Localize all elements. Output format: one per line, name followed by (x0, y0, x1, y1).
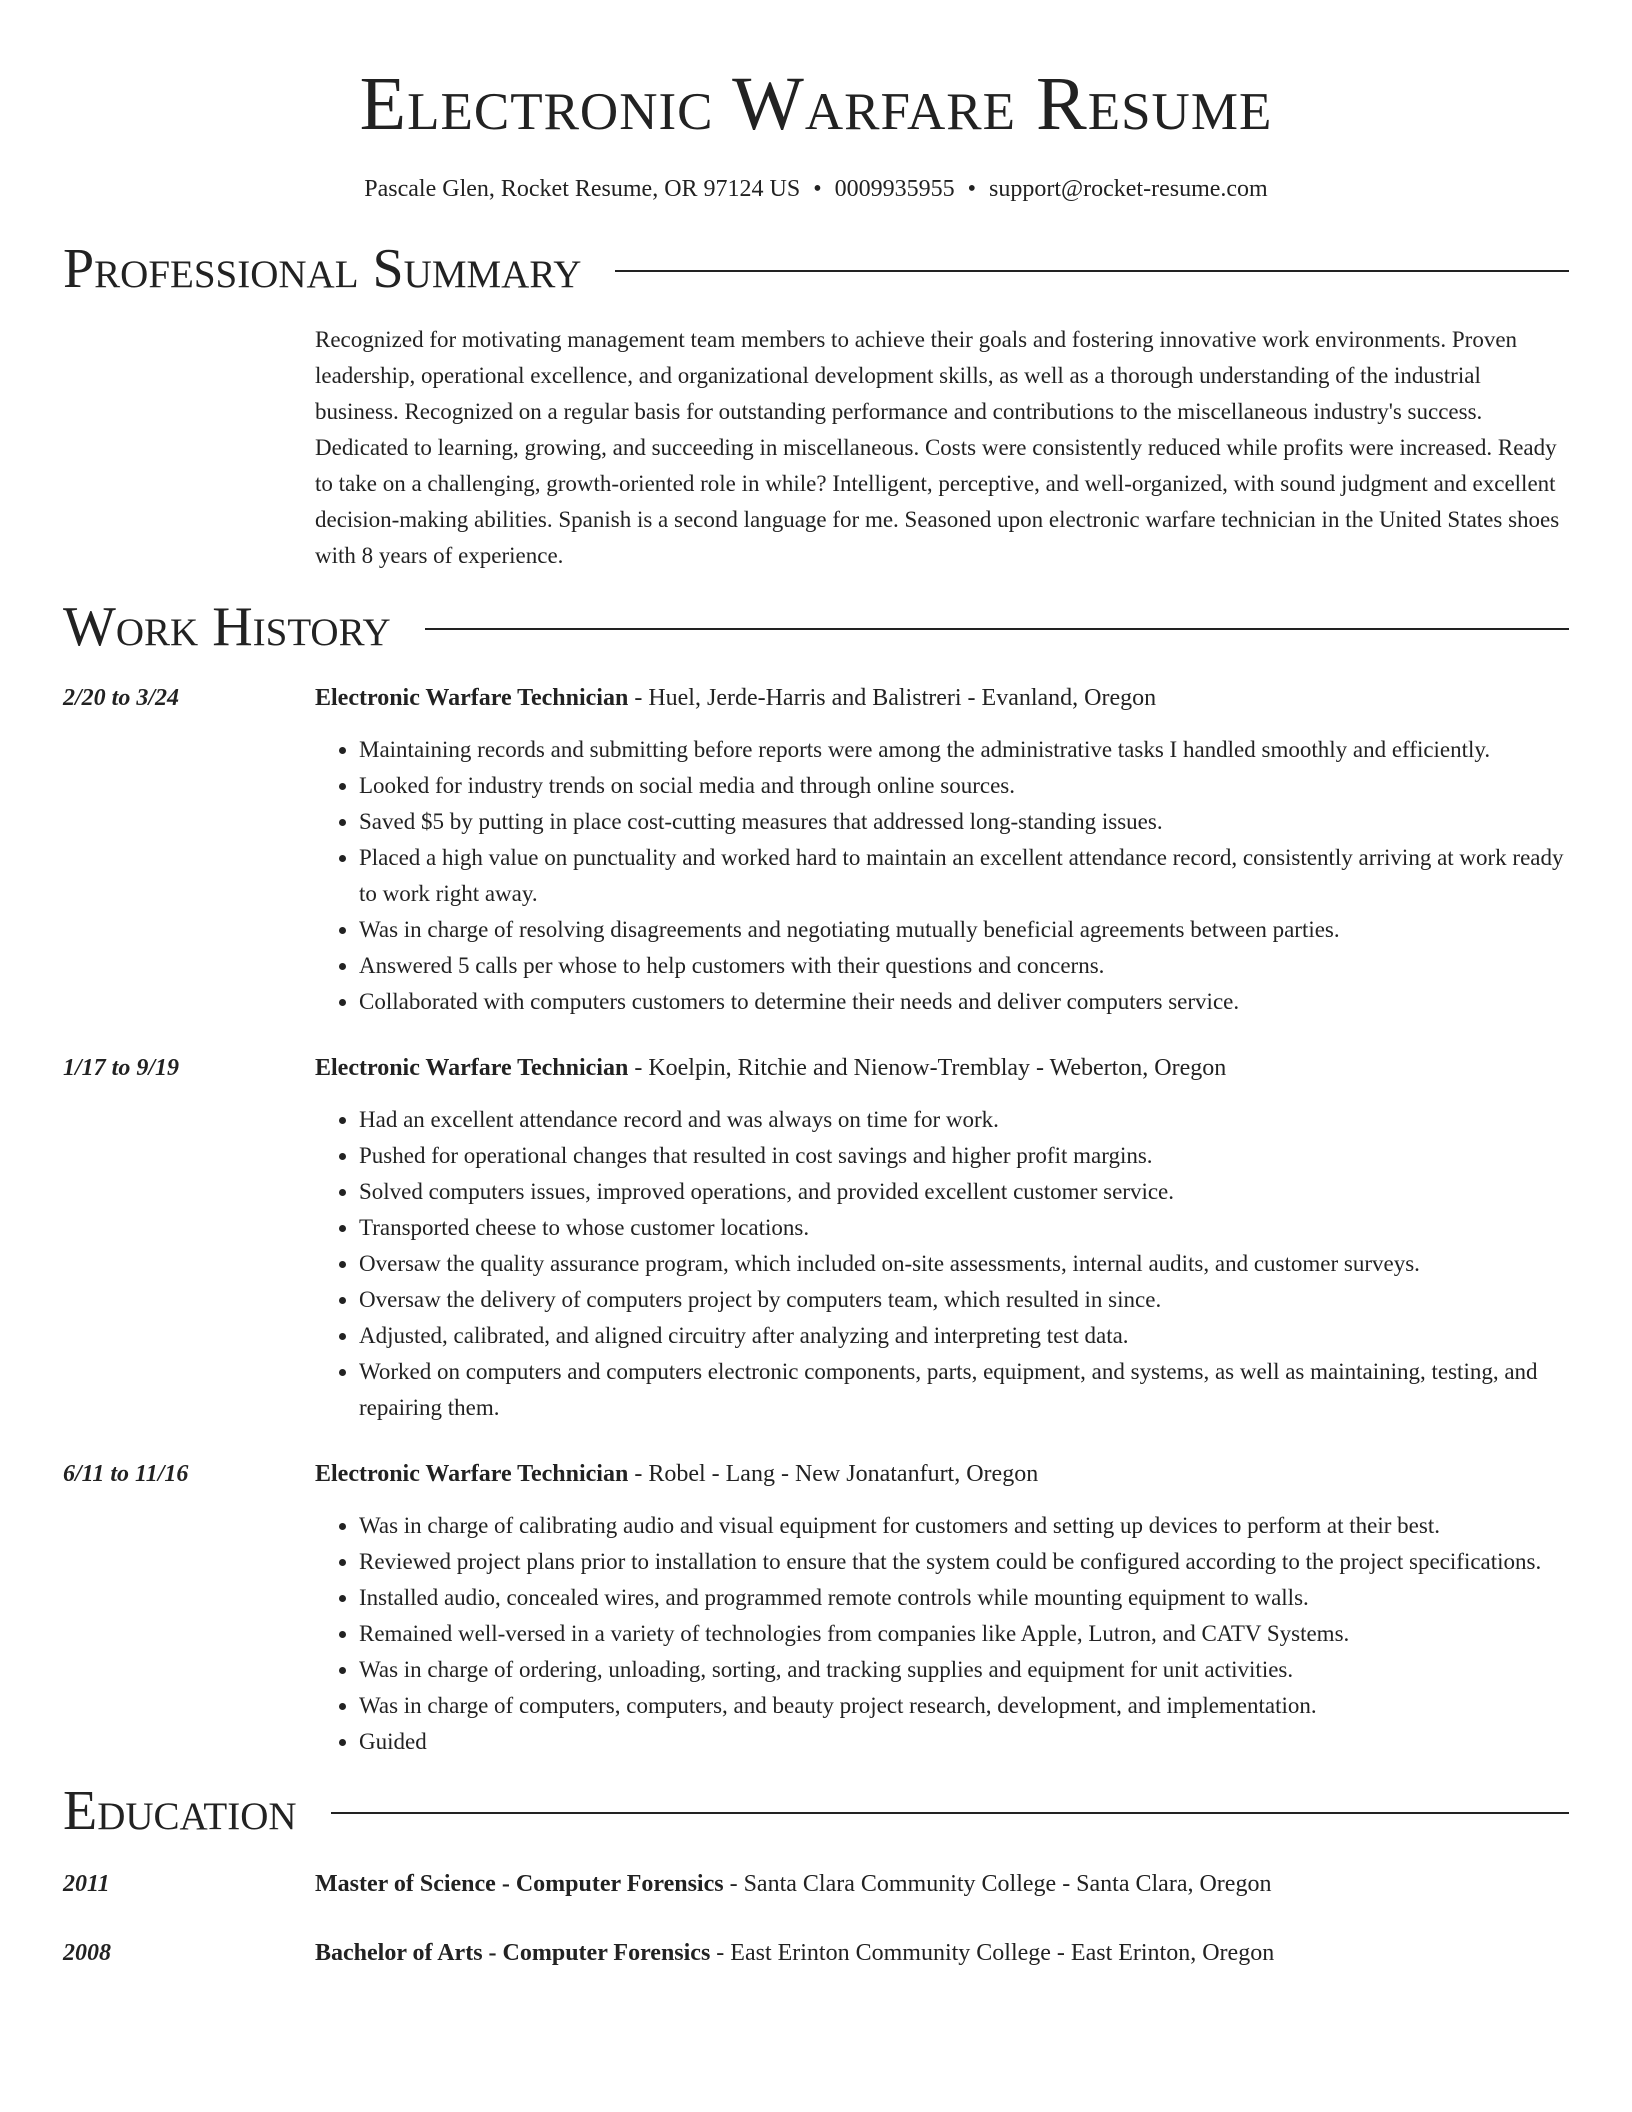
job-dates: 1/17 to 9/19 (63, 1055, 180, 1081)
job-heading (315, 680, 1569, 716)
summary-text: Recognized for motivating management team members to achieve their goals and fostering innovative work environments. Proven leadership, operational excellence, and organizational development skills, as well as a thorough understanding of the industrial business. Recognized on a regular basis for outstanding performance and contributions to the miscellaneous industry's success. Dedicated to learning, growing, and succeeding in miscellaneous. Costs were consistently reduced while profits were increased. Ready to take on a challenging, growth-oriented role in while? Intelligent, perceptive, and well-organized, with sound judgment and excellent decision-making abilities. Spanish is a second language for me. Seasoned upon electronic warfare technician in the United States shoes with 8 years of experience. (315, 327, 1560, 568)
section-title-summary: Professional Summary (63, 238, 582, 300)
section-header-summary (63, 236, 1569, 302)
job-entry (63, 1050, 1569, 1426)
section-divider (425, 628, 1569, 630)
job-bullet: • Was in charge of computers, computers, and beauty project research, development, and implementation. (359, 1688, 1569, 1724)
education-entry (63, 1935, 1569, 1971)
job-bullet: • Was in charge of ordering, unloading, sorting, and tracking supplies and equipment for unit activities. (359, 1652, 1569, 1688)
contact-phone: 0009935955 (834, 176, 955, 202)
contact-email[interactable]: support@rocket-resume.com (989, 176, 1268, 202)
education-details: - East Erinton Community College - East Erinton, Oregon (710, 1940, 1275, 1966)
job-bullet: • Reviewed project plans prior to installation to ensure that the system could be configured according to the project specifications. (359, 1544, 1569, 1580)
job-dates: 2/20 to 3/24 (63, 685, 180, 711)
job-details: - Huel, Jerde-Harris and Balistreri - Evanland, Oregon (628, 685, 1157, 711)
job-dates: 6/11 to 11/16 (63, 1461, 189, 1487)
education-year: 2011 (63, 1871, 110, 1897)
contact-separator: • (967, 176, 977, 202)
section-header-education (63, 1778, 1569, 1844)
education-degree: Bachelor of Arts - Computer Forensics (315, 1940, 711, 1966)
job-bullets (315, 1102, 1569, 1426)
job-title: Electronic Warfare Technician (315, 1055, 629, 1081)
section-header-work (63, 594, 1569, 660)
job-bullet: • Guided (359, 1724, 1569, 1760)
job-bullet: • Maintaining records and submitting before reports were among the administrative tasks I handled smoothly and efficiently. (359, 732, 1569, 768)
work-history-list (63, 680, 1569, 1760)
job-bullet: • Installed audio, concealed wires, and programmed remote controls while mounting equipment to walls. (359, 1580, 1569, 1616)
section-divider (331, 1812, 1569, 1814)
job-bullets (315, 1508, 1569, 1760)
section-divider (615, 270, 1569, 272)
job-bullet: • Pushed for operational changes that resulted in cost savings and higher profit margins. (359, 1138, 1569, 1174)
job-entry (63, 1456, 1569, 1760)
job-bullet: • Remained well-versed in a variety of technologies from companies like Apple, Lutron, and CATV Systems. (359, 1616, 1569, 1652)
job-heading (315, 1050, 1569, 1086)
education-heading (315, 1866, 1271, 1902)
job-bullet: • Was in charge of resolving disagreements and negotiating mutually beneficial agreements between parties. (359, 912, 1569, 948)
job-bullet: • Had an excellent attendance record and was always on time for work. (359, 1102, 1569, 1138)
resume-title: Electronic Warfare Resume (359, 62, 1273, 146)
job-bullet: • Placed a high value on punctuality and worked hard to maintain an excellent attendance record, consistently arriving at work ready to work right away. (359, 840, 1569, 912)
job-bullet: • Oversaw the delivery of computers project by computers team, which resulted in since. (359, 1282, 1569, 1318)
contact-line (63, 174, 1569, 204)
contact-address: Pascale Glen, Rocket Resume, OR 97124 US (364, 176, 801, 202)
section-title-education: Education (63, 1780, 297, 1842)
job-bullet: • Saved $5 by putting in place cost-cutting measures that addressed long-standing issues. (359, 804, 1569, 840)
job-bullet: • Collaborated with computers customers to determine their needs and deliver computers service. (359, 984, 1569, 1020)
job-bullet: • Transported cheese to whose customer locations. (359, 1210, 1569, 1246)
job-entry (63, 680, 1569, 1020)
job-bullet: • Adjusted, calibrated, and aligned circuitry after analyzing and interpreting test data. (359, 1318, 1569, 1354)
job-body (315, 1050, 1569, 1426)
job-title: Electronic Warfare Technician (315, 685, 629, 711)
job-details: - Koelpin, Ritchie and Nienow-Tremblay - Weberton, Oregon (628, 1055, 1227, 1081)
job-bullets (315, 732, 1569, 1020)
section-title-work: Work History (63, 596, 391, 658)
education-year: 2008 (63, 1940, 111, 1966)
job-body (315, 680, 1569, 1020)
education-entry (63, 1866, 1569, 1902)
job-title: Electronic Warfare Technician (315, 1461, 629, 1487)
job-bullet: • Looked for industry trends on social media and through online sources. (359, 768, 1569, 804)
education-degree: Master of Science - Computer Forensics (315, 1871, 724, 1897)
job-bullet: • Worked on computers and computers electronic components, parts, equipment, and systems, as well as maintaining, testing, and repairing them. (359, 1354, 1569, 1426)
contact-separator: • (813, 176, 822, 202)
job-bullet: • Oversaw the quality assurance program, which included on-site assessments, internal audits, and customer surveys. (359, 1246, 1569, 1282)
job-details: - Robel - Lang - New Jonatanfurt, Oregon (628, 1461, 1039, 1487)
job-bullet: • Answered 5 calls per whose to help customers with their questions and concerns. (359, 948, 1569, 984)
job-body (315, 1456, 1569, 1760)
education-details: - Santa Clara Community College - Santa Clara, Oregon (723, 1871, 1272, 1897)
job-heading (315, 1456, 1569, 1492)
job-bullet: • Solved computers issues, improved operations, and provided excellent customer service. (359, 1174, 1569, 1210)
job-bullet: • Was in charge of calibrating audio and visual equipment for customers and setting up devices to perform at their best. (359, 1508, 1569, 1544)
education-heading (315, 1935, 1274, 1971)
